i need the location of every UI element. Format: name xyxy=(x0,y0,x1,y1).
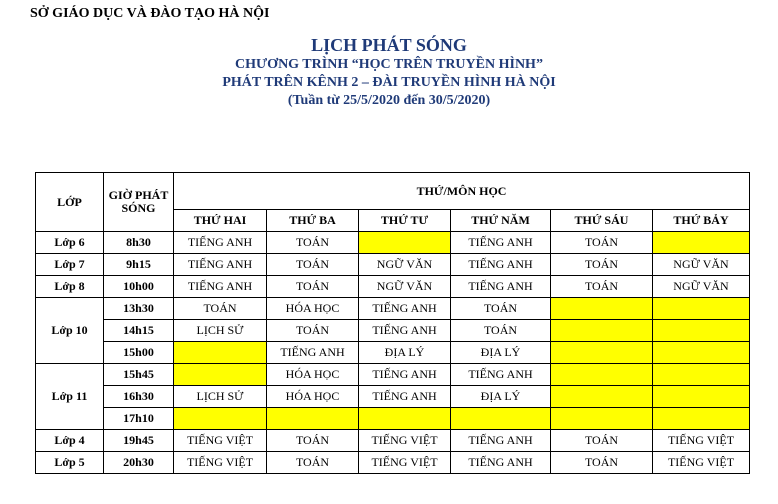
empty-slot-highlight xyxy=(174,364,267,386)
day-header: THỨ NĂM xyxy=(451,210,551,232)
grade-cell: Lớp 8 xyxy=(36,276,104,298)
table-row xyxy=(36,320,750,342)
time-cell: 8h30 xyxy=(104,232,174,254)
day-header: THỨ SÁU xyxy=(551,210,653,232)
table-row xyxy=(36,298,750,320)
subject-cell: NGỮ VĂN xyxy=(653,276,750,298)
empty-slot-highlight xyxy=(653,232,750,254)
subject-cell: TOÁN xyxy=(174,298,267,320)
empty-slot-highlight xyxy=(653,320,750,342)
header-grade: LỚP xyxy=(36,173,104,232)
time-cell: 17h10 xyxy=(104,408,174,430)
empty-slot-highlight xyxy=(359,408,451,430)
empty-slot-highlight xyxy=(653,408,750,430)
grade-cell: Lớp 10 xyxy=(36,298,104,364)
day-header: THỨ BA xyxy=(267,210,359,232)
subject-cell: TIẾNG ANH xyxy=(359,386,451,408)
channel-line: PHÁT TRÊN KÊNH 2 – ĐÀI TRUYỀN HÌNH HÀ NỘI xyxy=(222,75,556,90)
week-range: (Tuần từ 25/5/2020 đến 30/5/2020) xyxy=(287,93,491,108)
subject-cell: TOÁN xyxy=(267,452,359,474)
subject-cell: TOÁN xyxy=(551,276,653,298)
subject-cell: TOÁN xyxy=(267,276,359,298)
subject-cell: TOÁN xyxy=(551,232,653,254)
table-row xyxy=(36,254,750,276)
subject-cell: NGỮ VĂN xyxy=(653,254,750,276)
subject-cell: HÓA HỌC xyxy=(267,298,359,320)
grade-cell: Lớp 5 xyxy=(36,452,104,474)
time-cell: 13h30 xyxy=(104,298,174,320)
empty-slot-highlight xyxy=(451,408,551,430)
subject-cell: TIẾNG ANH xyxy=(451,430,551,452)
subject-cell: TOÁN xyxy=(267,430,359,452)
header-day-subject: THỨ/MÔN HỌC xyxy=(174,173,750,210)
subject-cell: NGỮ VĂN xyxy=(359,276,451,298)
time-cell: 9h15 xyxy=(104,254,174,276)
subject-cell: TIẾNG ANH xyxy=(359,364,451,386)
subject-cell: LỊCH SỬ xyxy=(174,320,267,342)
subject-cell: TIẾNG ANH xyxy=(451,254,551,276)
subject-cell: TIẾNG ANH xyxy=(174,232,267,254)
subject-cell: TIẾNG ANH xyxy=(359,298,451,320)
time-cell: 10h00 xyxy=(104,276,174,298)
empty-slot-highlight xyxy=(174,408,267,430)
grade-cell: Lớp 6 xyxy=(36,232,104,254)
time-cell: 20h30 xyxy=(104,452,174,474)
subject-cell: NGỮ VĂN xyxy=(359,254,451,276)
empty-slot-highlight xyxy=(653,364,750,386)
empty-slot-highlight xyxy=(653,386,750,408)
subject-cell: TOÁN xyxy=(267,320,359,342)
subject-cell: TOÁN xyxy=(451,298,551,320)
table-row xyxy=(36,276,750,298)
table-row xyxy=(36,408,750,430)
empty-slot-highlight xyxy=(551,320,653,342)
subject-cell: TOÁN xyxy=(551,430,653,452)
subject-cell: HÓA HỌC xyxy=(267,364,359,386)
empty-slot-highlight xyxy=(359,232,451,254)
day-header: THỨ BẢY xyxy=(653,210,750,232)
subject-cell: TIẾNG ANH xyxy=(451,232,551,254)
subject-cell: TIẾNG ANH xyxy=(451,276,551,298)
subject-cell: ĐỊA LÝ xyxy=(451,386,551,408)
subject-cell: TIẾNG VIỆT xyxy=(174,452,267,474)
time-cell: 19h45 xyxy=(104,430,174,452)
subject-cell: TIẾNG ANH xyxy=(451,452,551,474)
empty-slot-highlight xyxy=(267,408,359,430)
table-row xyxy=(36,364,750,386)
empty-slot-highlight xyxy=(551,364,653,386)
empty-slot-highlight xyxy=(551,386,653,408)
table-row xyxy=(36,430,750,452)
subject-cell: TIẾNG VIỆT xyxy=(653,452,750,474)
subject-cell: TIẾNG ANH xyxy=(174,254,267,276)
subject-cell: TIẾNG VIỆT xyxy=(653,430,750,452)
table-row xyxy=(36,386,750,408)
page-title: LỊCH PHÁT SÓNG xyxy=(311,35,467,55)
schedule-body xyxy=(36,232,750,474)
grade-cell: Lớp 7 xyxy=(36,254,104,276)
empty-slot-highlight xyxy=(653,342,750,364)
subject-cell: TOÁN xyxy=(267,254,359,276)
table-row xyxy=(36,232,750,254)
table-row xyxy=(36,342,750,364)
subject-cell: TOÁN xyxy=(267,232,359,254)
subject-cell: TOÁN xyxy=(551,452,653,474)
title-block xyxy=(0,34,778,110)
empty-slot-highlight xyxy=(551,298,653,320)
time-cell: 16h30 xyxy=(104,386,174,408)
empty-slot-highlight xyxy=(551,342,653,364)
table-row xyxy=(36,452,750,474)
grade-cell: Lớp 4 xyxy=(36,430,104,452)
subject-cell: ĐỊA LÝ xyxy=(359,342,451,364)
subject-cell: TIẾNG ANH xyxy=(359,320,451,342)
time-cell: 15h00 xyxy=(104,342,174,364)
time-cell: 14h15 xyxy=(104,320,174,342)
subject-cell: TIẾNG VIỆT xyxy=(359,430,451,452)
subject-cell: ĐỊA LÝ xyxy=(451,342,551,364)
empty-slot-highlight xyxy=(653,298,750,320)
header-time: GIỜ PHÁT SÓNG xyxy=(104,173,174,232)
day-header: THỨ HAI xyxy=(174,210,267,232)
subject-cell: TIẾNG VIỆT xyxy=(174,430,267,452)
subject-cell: TIẾNG VIỆT xyxy=(359,452,451,474)
program-subtitle: CHƯƠNG TRÌNH “HỌC TRÊN TRUYỀN HÌNH” xyxy=(235,57,543,72)
ministry-name: SỞ GIÁO DỤC VÀ ĐÀO TẠO HÀ NỘI xyxy=(30,6,270,21)
empty-slot-highlight xyxy=(174,342,267,364)
subject-cell: TOÁN xyxy=(451,320,551,342)
time-cell: 15h45 xyxy=(104,364,174,386)
subject-cell: TIẾNG ANH xyxy=(174,276,267,298)
grade-cell: Lớp 11 xyxy=(36,364,104,430)
schedule-table xyxy=(35,172,750,474)
subject-cell: TOÁN xyxy=(551,254,653,276)
empty-slot-highlight xyxy=(551,408,653,430)
subject-cell: LỊCH SỬ xyxy=(174,386,267,408)
subject-cell: TIẾNG ANH xyxy=(451,364,551,386)
day-header: THỨ TƯ xyxy=(359,210,451,232)
subject-cell: HÓA HỌC xyxy=(267,386,359,408)
subject-cell: TIẾNG ANH xyxy=(267,342,359,364)
